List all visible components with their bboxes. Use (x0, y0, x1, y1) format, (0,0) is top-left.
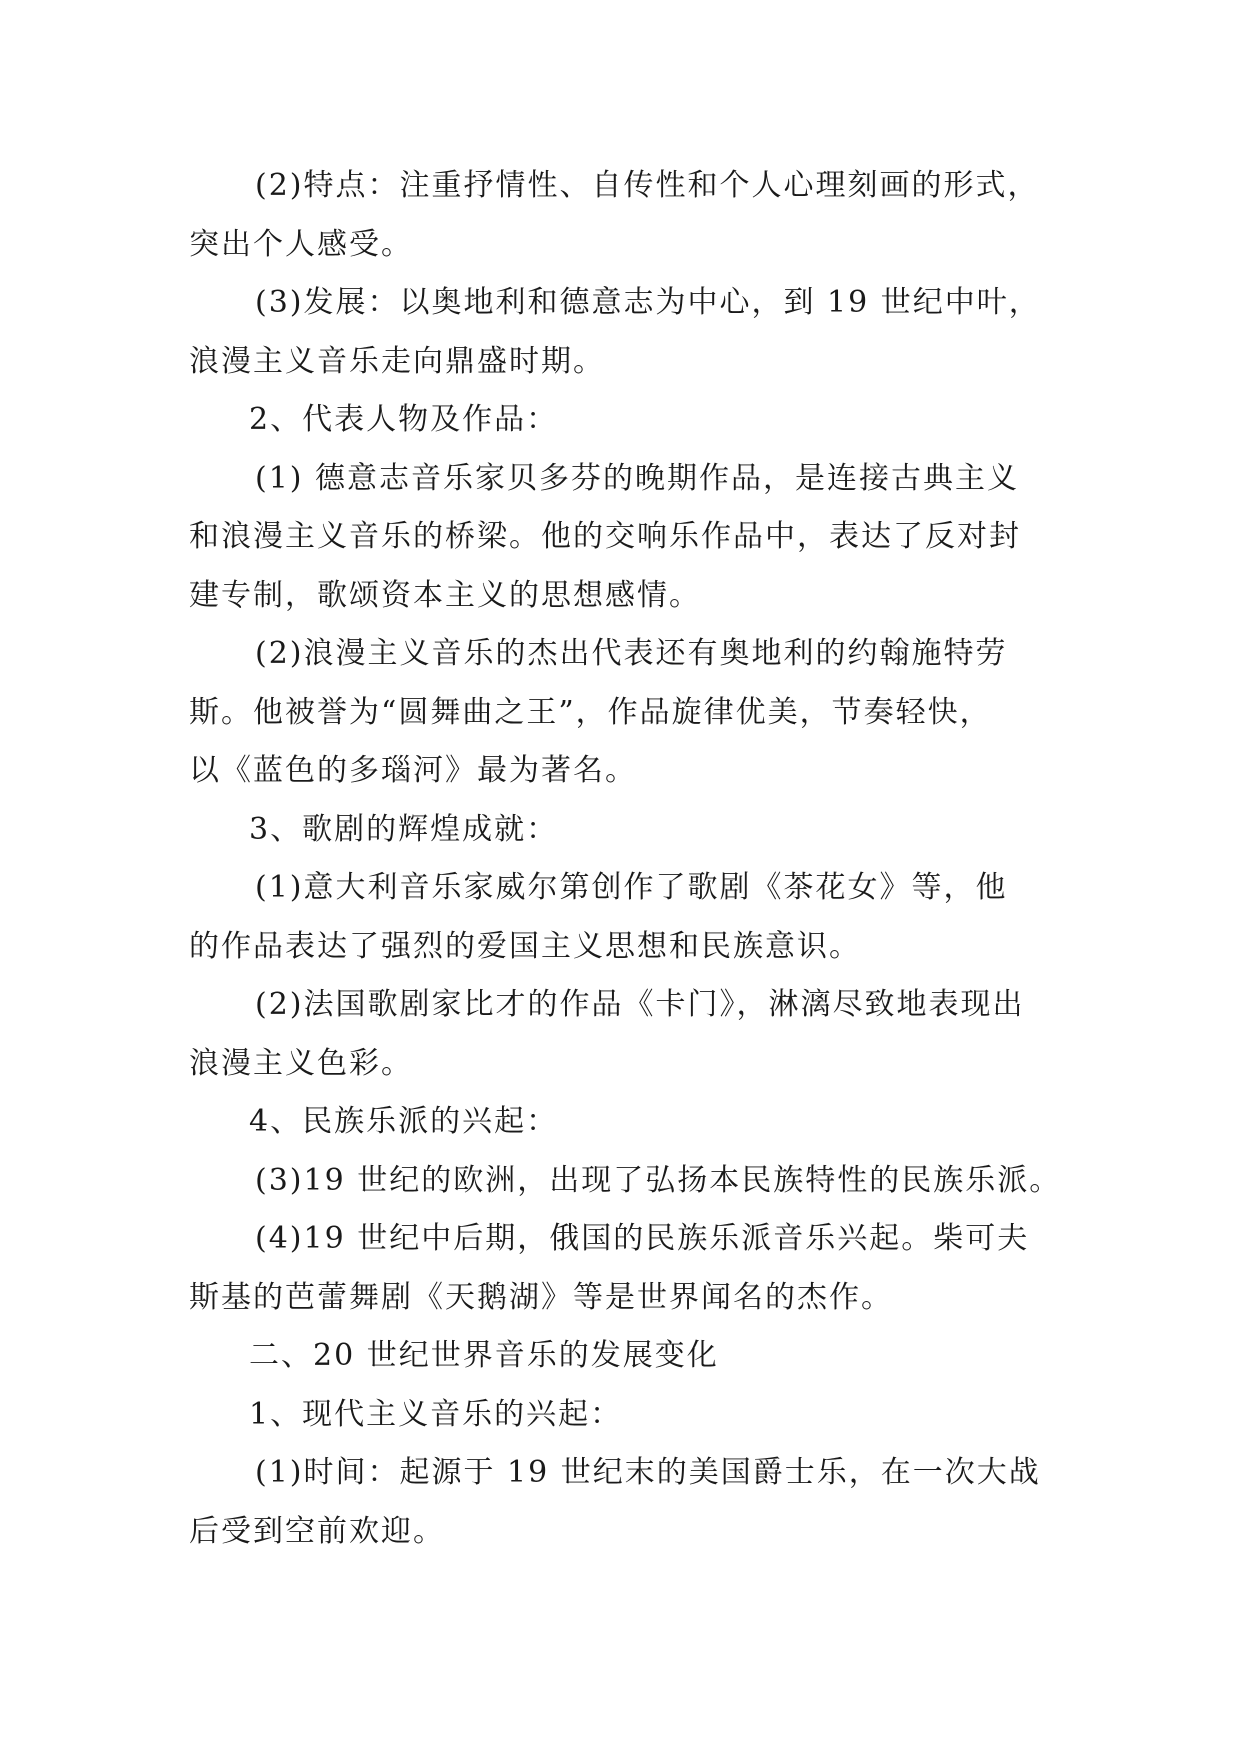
paragraph-line: 以《蓝色的多瑙河》最为著名。 (189, 753, 637, 788)
paragraph-line: (2)浪漫主义音乐的杰出代表还有奥地利的约翰施特劳 (255, 636, 1008, 671)
paragraph-line: (2)法国歌剧家比才的作品《卡门》，淋漓尽致地表现出 (255, 987, 1025, 1022)
paragraph-line: 突出个人感受。 (189, 226, 413, 262)
section-heading: 4、民族乐派的兴起： (249, 1104, 559, 1139)
section-heading: 3、歌剧的辉煌成就： (249, 811, 559, 847)
paragraph-line: (4)19 世纪中后期，俄国的民族乐派音乐兴起。柴可夫 (255, 1221, 1030, 1256)
paragraph-line: 浪漫主义色彩。 (189, 1045, 413, 1081)
paragraph-line: 斯基的芭蕾舞剧《天鹅湖》等是世界闻名的杰作。 (189, 1279, 893, 1315)
section-heading: 1、现代主义音乐的兴起： (249, 1396, 623, 1432)
paragraph-line: 浪漫主义音乐走向鼎盛时期。 (189, 343, 605, 379)
document-body (189, 157, 1062, 1561)
paragraph-line: 建专制，歌颂资本主义的思想感情。 (189, 577, 701, 613)
paragraph-line: 斯。他被誉为“圆舞曲之王”，作品旋律优美，节奏轻快， (189, 694, 992, 730)
paragraph-line: (1) 德意志音乐家贝多芬的晚期作品，是连接古典主义 (255, 460, 1020, 496)
paragraph-line: 后受到空前欢迎。 (189, 1513, 445, 1549)
paragraph-line: (2)特点：注重抒情性、自传性和个人心理刻画的形式， (255, 168, 1040, 203)
paragraph-line: 和浪漫主义音乐的桥梁。他的交响乐作品中，表达了反对封 (189, 519, 1021, 554)
chapter-heading: 二、20 世纪世界音乐的发展变化 (249, 1338, 719, 1373)
paragraph-line: (3)发展：以奥地利和德意志为中心，到 19 世纪中叶， (255, 285, 1041, 320)
paragraph-line: (1)时间：起源于 19 世纪末的美国爵士乐，在一次大战 (255, 1455, 1041, 1490)
paragraph-line: 的作品表达了强烈的爱国主义思想和民族意识。 (189, 928, 861, 964)
section-heading: 2、代表人物及作品： (249, 402, 559, 437)
paragraph-line: (1)意大利音乐家威尔第创作了歌剧《茶花女》等，他 (255, 870, 1008, 905)
paragraph-line: (3)19 世纪的欧洲，出现了弘扬本民族特性的民族乐派。 (255, 1162, 1062, 1198)
